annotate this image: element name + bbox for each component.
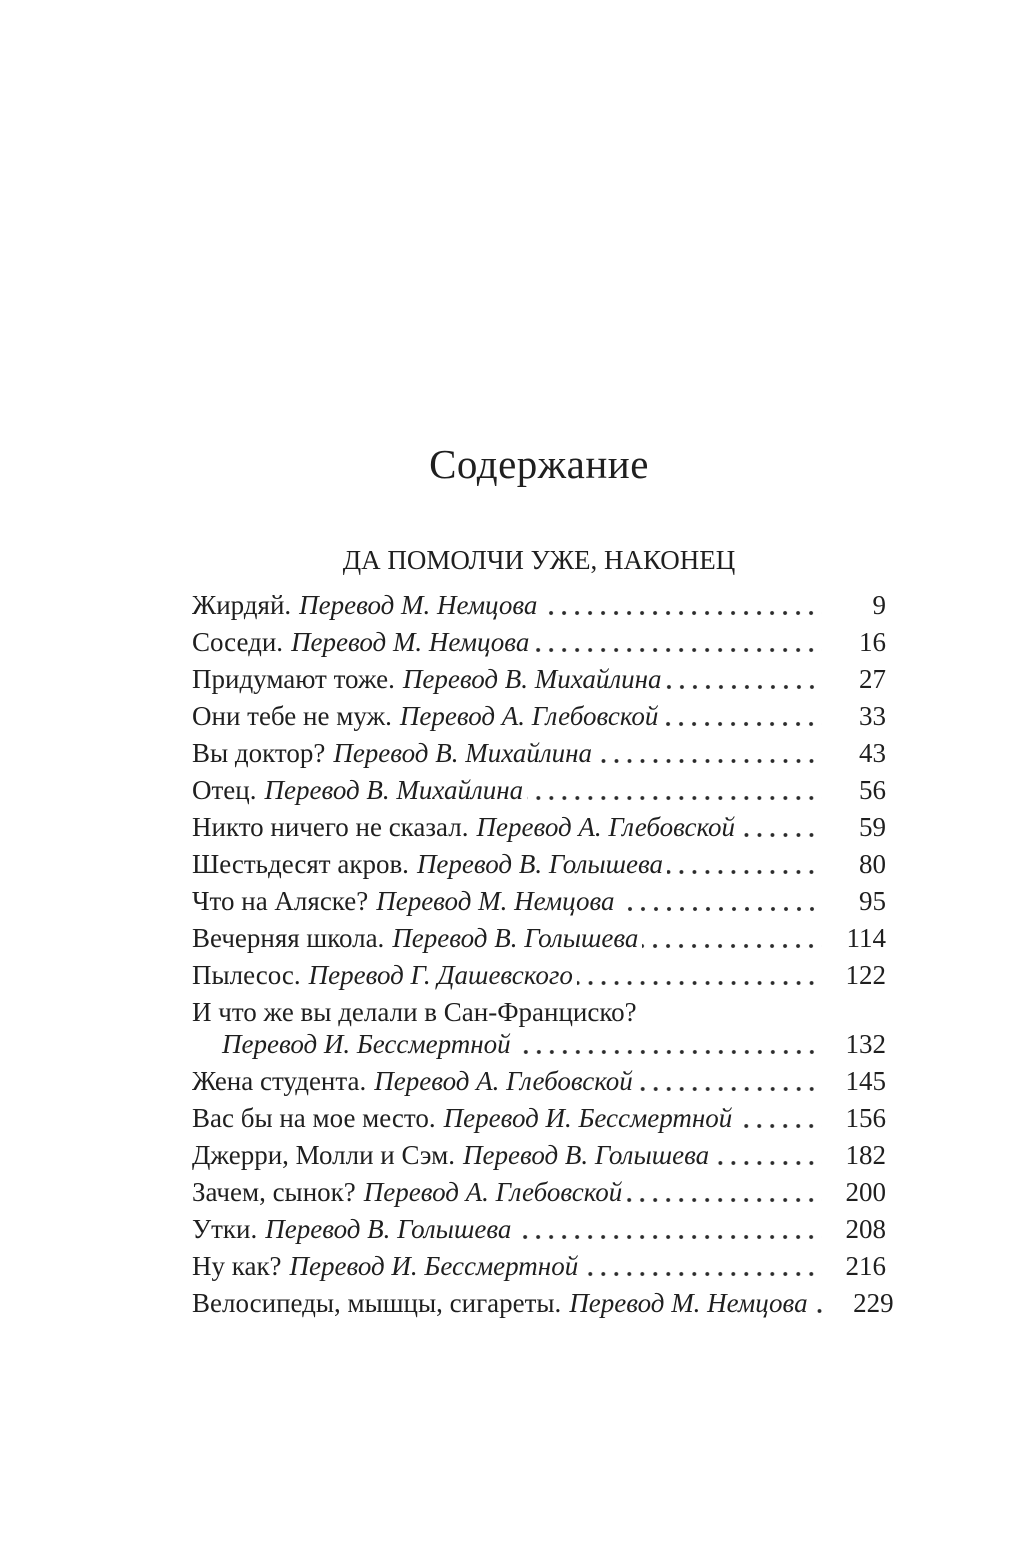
entry-page-number: 80 — [859, 849, 886, 879]
dot-leader — [812, 1288, 830, 1318]
entry-page-number: 95 — [859, 886, 886, 916]
toc-entry-row — [192, 1103, 886, 1133]
toc-entry-row — [192, 849, 886, 879]
entry-title: Соседи. — [192, 627, 284, 657]
toc-entry-line — [192, 775, 886, 805]
entry-translator: Перевод И. Бессмертной — [289, 1251, 579, 1281]
entry-title: И что же вы делали в Сан-Франциско? — [192, 997, 637, 1027]
entry-title: Никто ничего не сказал. — [192, 812, 469, 842]
toc-entry-line — [192, 849, 886, 879]
toc-entry-row — [192, 1177, 886, 1207]
entry-title: Жирдяй. — [192, 590, 292, 620]
entry-translator: Перевод В. Голышева — [416, 849, 664, 879]
entry-translator: Перевод В. Михайлина — [264, 775, 524, 805]
dot-leader — [596, 738, 822, 768]
toc-entry-line — [192, 738, 886, 768]
toc-entry-row — [192, 1140, 886, 1170]
entry-page-number: 43 — [859, 738, 886, 768]
toc-entry-line — [192, 701, 886, 731]
toc-entry-line — [192, 1177, 886, 1207]
toc-entry-line — [192, 627, 886, 657]
dot-leader — [662, 701, 822, 731]
toc-entry-row — [192, 775, 886, 805]
section-heading: ДА ПОМОЛЧИ УЖЕ, НАКОНЕЦ — [342, 545, 736, 575]
entry-title: Велосипеды, мышцы, сигареты. — [192, 1288, 562, 1318]
toc-entry-line — [192, 1251, 886, 1281]
toc-entry-line — [192, 923, 886, 953]
entry-translator: Перевод В. Михайлина — [402, 664, 662, 694]
entry-page-number: 182 — [845, 1140, 886, 1170]
entry-translator: Перевод И. Бессмертной — [222, 1029, 511, 1059]
entry-title: Шестьдесят акров. — [192, 849, 409, 879]
entry-page-number: 132 — [845, 1029, 886, 1059]
entry-title: Придумают тоже. — [192, 664, 395, 694]
dot-leader — [582, 1251, 822, 1281]
entry-title: Вечерняя школа. — [192, 923, 385, 953]
toc-entry-row — [192, 1251, 886, 1281]
dot-leader — [637, 1066, 822, 1096]
entry-title: Вы доктор? — [192, 738, 326, 768]
toc-entry-line — [192, 812, 886, 842]
dot-leader — [619, 886, 823, 916]
entry-page-number: 56 — [859, 775, 886, 805]
toc-entry-line — [192, 1066, 886, 1096]
dot-leader — [667, 849, 822, 879]
entry-translator: Перевод Г. Дашевского — [308, 960, 573, 990]
toc-entry-row — [192, 886, 886, 916]
entry-page-number: 200 — [845, 1177, 886, 1207]
dot-leader — [626, 1177, 822, 1207]
toc-entry-line — [192, 1140, 886, 1170]
toc-entry-line — [192, 997, 886, 1027]
entry-title: Ну как? — [192, 1251, 282, 1281]
entry-translator: Перевод А. Глебовской — [476, 812, 736, 842]
dot-leader — [533, 627, 822, 657]
entry-page-number: 145 — [845, 1066, 886, 1096]
dot-leader — [515, 1029, 822, 1059]
entry-title: Вас бы на мое место. — [192, 1103, 436, 1133]
toc-entry-line — [192, 664, 886, 694]
toc-continuation-line — [192, 1029, 886, 1059]
entry-translator: Перевод В. Голышева — [463, 1140, 710, 1170]
entry-title: Что на Аляске? — [192, 886, 369, 916]
entry-page-number: 33 — [859, 701, 886, 731]
entry-translator: Перевод А. Глебовской — [363, 1177, 623, 1207]
toc-entry-row — [192, 997, 886, 1059]
entry-title: Зачем, сынок? — [192, 1177, 356, 1207]
entry-translator: Перевод А. Глебовской — [374, 1066, 633, 1096]
toc-entry-row — [192, 923, 886, 953]
toc-entry-line — [192, 590, 886, 620]
entry-translator: Перевод В. Голышева — [392, 923, 639, 953]
dot-leader — [541, 590, 822, 620]
entry-translator: Перевод М. Немцова — [291, 627, 530, 657]
entry-page-number: 9 — [872, 590, 886, 620]
dot-leader — [577, 960, 822, 990]
toc-list — [192, 590, 894, 1318]
toc-entry-row — [192, 664, 886, 694]
toc-entry-row — [192, 960, 886, 990]
toc-entry-row — [192, 812, 886, 842]
toc-entry-row — [192, 701, 886, 731]
toc-entry-line — [192, 886, 886, 916]
entry-title: Они тебе не муж. — [192, 701, 392, 731]
entry-translator: Перевод М. Немцова — [299, 590, 538, 620]
entry-title: Пылесос. — [192, 960, 301, 990]
entry-page-number: 114 — [846, 923, 886, 953]
toc-entry-row — [192, 1288, 894, 1318]
entry-page-number: 156 — [845, 1103, 886, 1133]
toc-entry-row — [192, 627, 886, 657]
entry-translator: Перевод А. Глебовской — [399, 701, 659, 731]
entry-translator: Перевод М. Немцова — [376, 886, 615, 916]
page-title: Содержание — [429, 441, 649, 487]
entry-page-number: 122 — [845, 960, 886, 990]
toc-entry-line — [192, 1103, 886, 1133]
dot-leader — [527, 775, 822, 805]
entry-translator: Перевод М. Немцова — [569, 1288, 808, 1318]
toc-entry-row — [192, 738, 886, 768]
dot-leader — [642, 923, 822, 953]
entry-title: Джерри, Молли и Сэм. — [192, 1140, 455, 1170]
toc-entry-line — [192, 960, 886, 990]
toc-entry-line — [192, 1214, 886, 1244]
entry-translator: Перевод В. Голышева — [265, 1214, 512, 1244]
entry-translator: Перевод И. Бессмертной — [443, 1103, 733, 1133]
entry-page-number: 216 — [845, 1251, 886, 1281]
entry-page-number: 208 — [845, 1214, 886, 1244]
entry-title: Отец. — [192, 775, 257, 805]
toc-entry-row — [192, 590, 886, 620]
toc-content — [192, 441, 894, 1325]
entry-translator: Перевод В. Михайлина — [333, 738, 592, 768]
dot-leader — [515, 1214, 822, 1244]
entry-page-number: 16 — [859, 627, 886, 657]
toc-entry-row — [192, 1066, 886, 1096]
dot-leader — [713, 1140, 822, 1170]
entry-title: Утки. — [192, 1214, 258, 1244]
toc-entry-line — [192, 1288, 894, 1318]
toc-entry-row — [192, 1214, 886, 1244]
entry-page-number: 59 — [859, 812, 886, 842]
entry-page-number: 27 — [859, 664, 886, 694]
entry-page-number: 229 — [853, 1288, 894, 1318]
dot-leader — [736, 1103, 822, 1133]
dot-leader — [666, 664, 822, 694]
dot-leader — [739, 812, 822, 842]
entry-title: Жена студента. — [192, 1066, 367, 1096]
